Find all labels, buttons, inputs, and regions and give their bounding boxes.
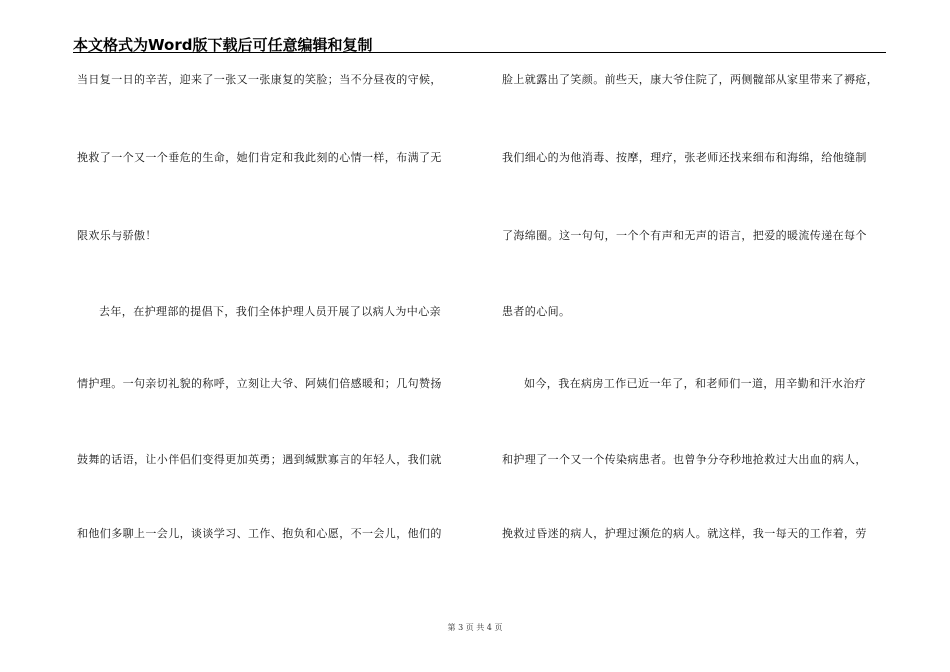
document-header-title: 本文格式为Word版下载后可任意编辑和复制: [73, 36, 373, 54]
text-line: 如今，我在病房工作已近一年了，和老师们一道，用辛勤和汗水治疗: [524, 377, 866, 390]
text-line: 和他们多聊上一会儿，谈谈学习、工作、抱负和心愿，不一会儿，他们的: [77, 527, 442, 540]
text-line: 脸上就露出了笑颜。前些天，康大爷住院了，两侧髋部从家里带来了褥疮，: [502, 73, 879, 86]
text-line: 和护理了一个又一个传染病患者。也曾争分夺秒地抢救过大出血的病人，: [502, 453, 867, 466]
text-line: 情护理。一句亲切礼貌的称呼，立刻让大爷、阿姨们倍感暖和；几句赞扬: [77, 377, 442, 390]
text-line: 挽救过昏迷的病人，护理过濒危的病人。就这样，我一每天的工作着，劳: [502, 527, 867, 540]
text-line: 当日复一日的辛苦，迎来了一张又一张康复的笑脸；当不分昼夜的守候，: [77, 73, 442, 86]
text-line: 限欢乐与骄傲！: [77, 229, 157, 242]
text-line: 了海绵圈。这一句句，一个个有声和无声的语言，把爱的暖流传递在每个: [502, 229, 867, 242]
page-number-footer: 第 3 页 共 4 页: [447, 623, 503, 632]
header-divider: [73, 52, 886, 53]
text-line: 我们细心的为他消毒、按摩，理疗，张老师还找来细布和海绵，给他缝制: [502, 151, 867, 164]
text-line: 去年，在护理部的提倡下，我们全体护理人员开展了以病人为中心亲: [99, 305, 441, 318]
text-line: 鼓舞的话语，让小伴侣们变得更加英勇；遇到缄默寡言的年轻人，我们就: [77, 453, 442, 466]
text-line: 挽救了一个又一个垂危的生命，她们肯定和我此刻的心情一样，布满了无: [77, 151, 442, 164]
text-line: 患者的心间。: [502, 305, 571, 318]
